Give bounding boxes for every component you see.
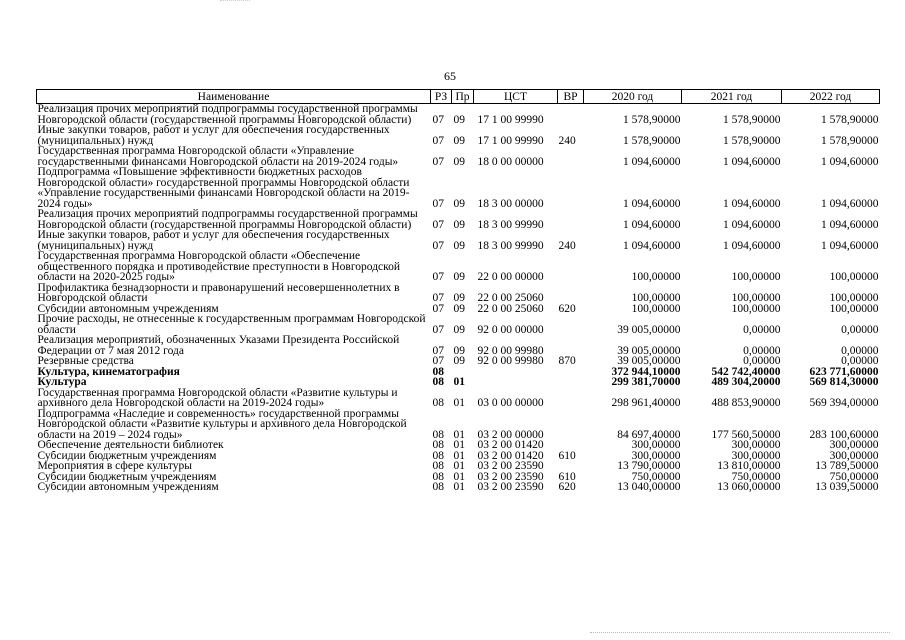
row-vr <box>558 146 584 167</box>
row-vr: 240 <box>558 239 576 251</box>
table-row <box>37 335 880 356</box>
row-name: Резервные средства <box>37 356 134 367</box>
row-value-2020: 298 961,40000 <box>611 397 681 409</box>
row-rz: 08 <box>432 397 444 409</box>
row-vr: 620 <box>558 303 576 314</box>
row-rz: 07 <box>432 303 444 314</box>
budget-table <box>36 89 880 493</box>
row-vr <box>558 377 584 388</box>
row-value-2021: 300,00000 <box>731 440 781 451</box>
row-value-2021: 100,00000 <box>731 303 781 314</box>
row-value-2022: 13 789,50000 <box>815 461 879 472</box>
row-pr: 09 <box>453 271 465 283</box>
scan-mark <box>220 0 250 2</box>
row-pr: 09 <box>453 344 465 356</box>
row-pr: 01 <box>453 482 465 493</box>
row-vr <box>558 314 584 335</box>
row-vr: 240 <box>558 134 576 146</box>
row-pr: 01 <box>453 471 465 482</box>
footer-scan-line <box>590 632 890 634</box>
table-row <box>37 209 880 230</box>
row-pr: 09 <box>453 239 465 251</box>
row-value-2021: 0,00000 <box>743 344 781 356</box>
col-header-2022: 2022 год <box>782 90 880 104</box>
row-value-2021: 13 060,00000 <box>717 482 781 493</box>
row-value-2022: 0,00000 <box>841 323 879 335</box>
table-row <box>37 367 880 378</box>
row-value-2021: 489 304,20000 <box>711 377 781 388</box>
row-vr <box>558 440 584 451</box>
row-value-2022: 750,00000 <box>829 471 879 482</box>
row-value-2020: 300,00000 <box>631 440 681 451</box>
row-name: Реализация прочих мероприятий подпрограммы государственной программы Новгородской области (государственной программы Новгородской области) <box>37 209 418 230</box>
row-rz: 08 <box>432 482 444 493</box>
table-row <box>37 146 880 167</box>
table-row <box>37 356 880 367</box>
row-rz: 07 <box>432 197 444 209</box>
row-value-2021: 542 742,40000 <box>711 366 781 377</box>
row-value-2022: 623 771,60000 <box>809 366 879 377</box>
row-pr: 09 <box>453 134 465 146</box>
row-rz: 07 <box>432 113 444 125</box>
row-name: Профилактика безнадзорности и правонарушений несовершеннолетних в Новгородской области <box>37 282 400 304</box>
row-cst: 17 1 00 99990 <box>477 113 544 125</box>
row-value-2020: 1 094,60000 <box>623 197 681 209</box>
row-value-2022: 1 094,60000 <box>821 239 879 251</box>
row-rz: 08 <box>432 428 444 440</box>
row-pr: 01 <box>453 461 465 472</box>
row-pr: 01 <box>453 377 465 388</box>
table-row <box>37 451 880 462</box>
row-value-2022: 569 814,30000 <box>809 377 879 388</box>
row-rz: 08 <box>432 440 444 451</box>
col-header-name: Наименование <box>37 90 431 104</box>
row-value-2021: 0,00000 <box>743 323 781 335</box>
row-cst: 03 2 00 01420 <box>477 450 544 461</box>
row-pr: 09 <box>453 323 465 335</box>
row-pr: 01 <box>453 440 465 451</box>
row-cst <box>474 367 558 378</box>
row-rz: 08 <box>432 366 444 377</box>
row-vr <box>558 283 584 304</box>
row-rz: 08 <box>432 471 444 482</box>
row-cst: 03 2 00 23590 <box>477 471 544 482</box>
row-value-2021: 300,00000 <box>731 450 781 461</box>
row-cst: 22 0 00 25060 <box>477 292 544 304</box>
row-name: Реализация прочих мероприятий подпрограммы государственной программы Новгородской области (государственной программы Новгородской области) <box>37 103 418 125</box>
row-name: Государственная программа Новгородской области «Обеспечение общественного порядка и противодействие преступности в Новгородской области на 2020-2025 годы» <box>37 251 401 283</box>
row-value-2020: 750,00000 <box>631 471 681 482</box>
row-value-2020: 1 578,90000 <box>623 113 681 125</box>
row-value-2021: 0,00000 <box>743 356 781 367</box>
table-row <box>37 472 880 483</box>
table-row <box>37 167 880 209</box>
row-pr: 01 <box>453 428 465 440</box>
row-name: Иные закупки товаров, работ и услуг для обеспечения государственных (муниципальных) нужд <box>37 125 390 146</box>
row-value-2022: 569 394,00000 <box>809 397 879 409</box>
row-name: Субсидии бюджетным учреждениям <box>37 471 217 482</box>
row-cst: 92 0 00 00000 <box>477 323 544 335</box>
row-cst: 92 0 00 99980 <box>477 344 544 356</box>
row-vr <box>558 209 584 230</box>
row-vr <box>558 367 584 378</box>
row-value-2020: 1 578,90000 <box>623 134 681 146</box>
row-value-2020: 39 005,00000 <box>617 344 681 356</box>
row-value-2021: 1 578,90000 <box>723 134 781 146</box>
row-value-2022: 1 094,60000 <box>821 197 879 209</box>
row-vr: 610 <box>558 450 576 461</box>
row-vr <box>558 251 584 283</box>
row-vr <box>558 167 584 209</box>
row-value-2022: 1 578,90000 <box>821 134 879 146</box>
row-name: Мероприятия в сфере культуры <box>37 461 193 472</box>
row-cst: 17 1 00 99990 <box>477 134 544 146</box>
row-cst: 03 0 00 00000 <box>477 397 544 409</box>
row-cst: 22 0 00 00000 <box>477 271 544 283</box>
row-cst: 92 0 00 99980 <box>477 356 544 367</box>
row-value-2021: 1 094,60000 <box>723 239 781 251</box>
row-value-2022: 300,00000 <box>829 450 879 461</box>
row-name: Государственная программа Новгородской области «Управление государственными финансами Новгородской области на 2019-2024 годы» <box>37 146 399 167</box>
row-name: Подпрограмма «Повышение эффективности бюджетных расходов Новгородской области» государственной программы Новгородской области «Управление государственными финансами Новгородской области на 2019-2024 годы» <box>37 167 410 209</box>
table-row <box>37 314 880 335</box>
table-header-row <box>37 90 880 104</box>
row-value-2022: 300,00000 <box>829 440 879 451</box>
row-value-2020: 299 381,70000 <box>611 377 681 388</box>
row-value-2020: 84 697,40000 <box>617 428 681 440</box>
row-cst: 18 3 00 99990 <box>477 218 544 230</box>
row-value-2020: 1 094,60000 <box>623 218 681 230</box>
row-rz: 08 <box>432 450 444 461</box>
row-rz: 07 <box>432 271 444 283</box>
row-vr <box>558 104 584 126</box>
row-cst: 18 3 00 00000 <box>477 197 544 209</box>
table-row <box>37 377 880 388</box>
row-pr: 09 <box>453 113 465 125</box>
row-rz: 08 <box>432 377 444 388</box>
row-value-2022: 283 100,60000 <box>809 428 879 440</box>
row-value-2020: 100,00000 <box>631 292 681 304</box>
row-name: Культура <box>37 377 87 388</box>
row-rz: 07 <box>432 292 444 304</box>
col-header-rz: РЗ <box>431 90 452 104</box>
row-rz: 07 <box>432 344 444 356</box>
row-value-2021: 100,00000 <box>731 292 781 304</box>
row-value-2021: 1 578,90000 <box>723 113 781 125</box>
row-name: Государственная программа Новгородской области «Развитие культуры и архивного дела Новгородской области на 2019-2024 годы» <box>37 387 398 409</box>
row-cst: 18 0 00 00000 <box>477 155 544 167</box>
row-value-2021: 100,00000 <box>731 271 781 283</box>
row-value-2021: 750,00000 <box>731 471 781 482</box>
row-cst: 03 2 00 23590 <box>477 482 544 493</box>
col-header-pr: Пр <box>452 90 474 104</box>
row-value-2022: 100,00000 <box>829 271 879 283</box>
row-value-2020: 13 040,00000 <box>617 482 681 493</box>
col-header-2020: 2020 год <box>584 90 682 104</box>
row-rz: 07 <box>432 323 444 335</box>
row-vr <box>558 388 584 409</box>
row-pr: 09 <box>453 303 465 314</box>
table-row <box>37 440 880 451</box>
row-name: Субсидии автономным учреждениям <box>37 482 219 493</box>
row-vr: 610 <box>558 471 576 482</box>
row-name: Субсидии бюджетным учреждениям <box>37 450 217 461</box>
table-row <box>37 304 880 315</box>
row-value-2021: 1 094,60000 <box>723 155 781 167</box>
col-header-vr: ВР <box>558 90 584 104</box>
row-cst: 03 2 00 23590 <box>477 461 544 472</box>
table-row <box>37 104 880 126</box>
row-vr: 620 <box>558 482 576 493</box>
col-header-cst: ЦСТ <box>474 90 558 104</box>
row-value-2022: 13 039,50000 <box>815 482 879 493</box>
row-value-2020: 1 094,60000 <box>623 239 681 251</box>
row-cst: 03 2 00 01420 <box>477 440 544 451</box>
row-name: Прочие расходы, не отнесенные к государственным программам Новгородской области <box>37 314 426 335</box>
table-row <box>37 230 880 251</box>
row-rz: 07 <box>432 155 444 167</box>
row-name: Субсидии автономным учреждениям <box>37 303 219 314</box>
table-row <box>37 482 880 493</box>
table-row <box>37 461 880 472</box>
row-value-2022: 1 094,60000 <box>821 155 879 167</box>
row-value-2022: 100,00000 <box>829 292 879 304</box>
table-row <box>37 125 880 146</box>
row-name: Подпрограмма «Наследие и современность» государственной программы Новгородской области «Развитие культуры и архивного дела Новгородской области на 2019 – 2024 годы» <box>37 408 407 440</box>
row-value-2020: 1 094,60000 <box>623 155 681 167</box>
row-vr: 870 <box>558 356 576 367</box>
table-row <box>37 409 880 441</box>
table-row <box>37 251 880 283</box>
row-pr: 09 <box>453 155 465 167</box>
row-vr <box>558 335 584 356</box>
row-pr: 01 <box>453 450 465 461</box>
row-value-2020: 100,00000 <box>631 303 681 314</box>
row-name: Обеспечение деятельности библиотек <box>37 440 224 451</box>
row-name: Реализация мероприятий, обозначенных Указами Президента Российской Федерации от 7 мая 2012 года <box>37 335 400 356</box>
row-value-2020: 39 005,00000 <box>617 356 681 367</box>
row-value-2021: 1 094,60000 <box>723 197 781 209</box>
row-value-2020: 300,00000 <box>631 450 681 461</box>
row-value-2021: 488 853,90000 <box>711 397 781 409</box>
row-rz: 07 <box>432 134 444 146</box>
row-pr: 09 <box>453 218 465 230</box>
row-pr: 01 <box>453 397 465 409</box>
row-value-2020: 39 005,00000 <box>617 323 681 335</box>
table-row <box>37 388 880 409</box>
row-value-2022: 100,00000 <box>829 303 879 314</box>
row-value-2020: 100,00000 <box>631 271 681 283</box>
row-pr: 09 <box>453 356 465 367</box>
table-body <box>37 104 880 493</box>
row-rz: 07 <box>432 239 444 251</box>
row-cst <box>474 377 558 388</box>
table-row <box>37 283 880 304</box>
row-value-2022: 0,00000 <box>841 344 879 356</box>
row-value-2021: 177 560,50000 <box>711 428 781 440</box>
row-rz: 07 <box>432 218 444 230</box>
row-value-2021: 13 810,00000 <box>717 461 781 472</box>
row-cst: 03 2 00 00000 <box>477 428 544 440</box>
row-pr <box>452 367 474 378</box>
row-name: Иные закупки товаров, работ и услуг для обеспечения государственных (муниципальных) нужд <box>37 230 390 251</box>
row-pr: 09 <box>453 292 465 304</box>
row-value-2022: 1 578,90000 <box>821 113 879 125</box>
row-cst: 22 0 00 25060 <box>477 303 544 314</box>
row-vr <box>558 409 584 441</box>
row-value-2021: 1 094,60000 <box>723 218 781 230</box>
row-rz: 08 <box>432 461 444 472</box>
row-cst: 18 3 00 99990 <box>477 239 544 251</box>
row-value-2020: 13 790,00000 <box>617 461 681 472</box>
row-value-2022: 1 094,60000 <box>821 218 879 230</box>
row-rz: 07 <box>432 356 444 367</box>
row-pr: 09 <box>453 197 465 209</box>
row-value-2020: 372 944,10000 <box>611 366 681 377</box>
page-number: 65 <box>444 69 456 83</box>
row-vr <box>558 461 584 472</box>
row-value-2022: 0,00000 <box>841 356 879 367</box>
col-header-2021: 2021 год <box>682 90 782 104</box>
row-name: Культура, кинематография <box>37 366 180 377</box>
